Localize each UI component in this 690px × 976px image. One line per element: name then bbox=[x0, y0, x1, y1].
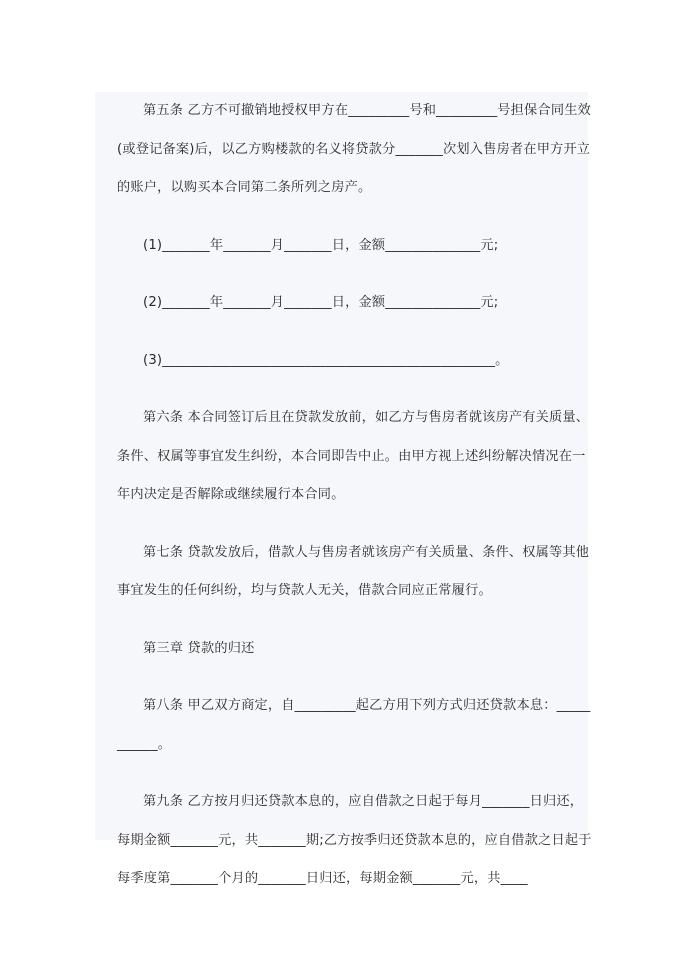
paragraph-spacer bbox=[117, 380, 595, 399]
paragraph-article-6: 第六条 本合同签订后且在贷款发放前，如乙方与售房者就该房产有关质量、条件、权属等事宜发生纠纷，本合同即告中止。由甲方视上述纠纷解决情况在一年内决定是否解除或继续履行本合同。 bbox=[117, 410, 590, 502]
chapter-heading-3: 第三章 贷款的归还 bbox=[143, 640, 255, 656]
list-item-3: (3)_________________________________________________。 bbox=[143, 352, 509, 368]
paragraph-article-9: 第九条 乙方按月归还贷款本息的，应自借款之日起于每月_______日归还，每期金额_______元，共_______期;乙方按季归还贷款本息的，应自借款之日起于每季度第_______个月的_______日归还，每期金额_______元，共____ bbox=[117, 794, 592, 886]
paragraph-article-5: 第五条 乙方不可撤销地授权甲方在_________号和_________号担保合同生效(或登记备案)后，以乙方购楼款的名义将贷款分_______次划入售房者在甲方开立的账户，以购买本合同第二条所列之房产。 bbox=[117, 103, 591, 195]
list-item-1: (1)_______年_______月_______日，金额______________元; bbox=[143, 237, 499, 253]
paragraph-article-7: 第七条 贷款发放后，借款人与售房者就该房产有关质量、条件、权属等其他事宜发生的任何纠纷，均与贷款人无关，借款合同应正常履行。 bbox=[117, 544, 590, 598]
paragraph-article-8: 第八条 甲乙双方商定，自_________起乙方用下列方式归还贷款本息：___________。 bbox=[117, 698, 591, 752]
paragraph-spacer bbox=[117, 323, 595, 342]
paragraph-spacer bbox=[117, 515, 595, 534]
paragraph-spacer bbox=[117, 208, 595, 227]
document-body bbox=[95, 92, 595, 899]
paragraph-spacer bbox=[117, 668, 595, 687]
list-item-2: (2)_______年_______月_______日，金额______________元; bbox=[143, 295, 499, 310]
paragraph-spacer bbox=[117, 764, 595, 783]
paragraph-spacer bbox=[117, 265, 595, 284]
paragraph-spacer bbox=[117, 611, 595, 630]
